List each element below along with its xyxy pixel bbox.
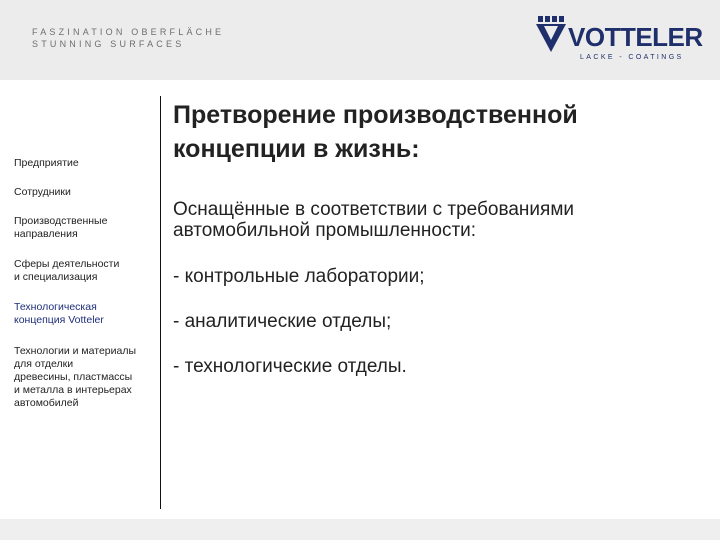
page-title <box>173 98 703 166</box>
sidebar-item-label: Сферы деятельности <box>14 258 120 270</box>
page-title-line: Претворение производственной <box>173 101 578 129</box>
sidebar-item-label: для отделки <box>14 358 74 370</box>
vertical-divider <box>160 96 161 509</box>
votteler-logo[interactable] <box>536 16 706 66</box>
sidebar-item-label: Технологическая <box>14 301 97 313</box>
sidebar-item-label: автомобилей <box>14 397 79 409</box>
sidebar-item-company[interactable] <box>14 157 159 170</box>
tagline-line-1: FASZINATION OBERFLÄCHE <box>32 27 225 37</box>
logo-wordmark: VOTTELER <box>568 22 703 52</box>
sidebar-item-technology-concept[interactable] <box>14 301 159 327</box>
intro-line: Оснащённые в соответствии с требованиями <box>173 199 575 220</box>
bullet-item: - технологические отделы. <box>173 356 407 377</box>
sidebar-item-label: Технологии и материалы <box>14 345 137 357</box>
sidebar-item-label: Предприятие <box>14 157 79 169</box>
logo-subtext: LACKE - COATINGS <box>580 54 684 61</box>
sidebar-item-label: и металла в интерьерах <box>14 384 132 396</box>
sidebar-item-activity-fields[interactable] <box>14 258 159 284</box>
sidebar-item-label: и специализация <box>14 271 98 283</box>
sidebar-item-label: концепция Votteler <box>14 314 104 326</box>
tagline-line-2: STUNNING SURFACES <box>32 39 185 49</box>
sidebar-item-staff[interactable] <box>14 186 159 199</box>
page-title-line: концепции в жизнь: <box>173 135 420 163</box>
sidebar-item-label: Сотрудники <box>14 186 71 198</box>
bullet-item: - контрольные лаборатории; <box>173 266 425 287</box>
sidebar-item-label: направления <box>14 228 78 240</box>
sidebar-item-label: Производственные <box>14 215 108 227</box>
intro-text <box>173 199 693 241</box>
sidebar-item-label: древесины, пластмассы <box>14 371 133 383</box>
votteler-v-logo-icon <box>536 16 566 54</box>
sidebar-item-technologies-materials[interactable] <box>14 345 159 410</box>
bullet-item: - аналитические отделы; <box>173 311 392 332</box>
header-bar <box>0 0 720 80</box>
footer-bar <box>0 519 720 540</box>
intro-line: автомобильной промышленности: <box>173 220 477 241</box>
sidebar-item-production-areas[interactable] <box>14 215 159 241</box>
